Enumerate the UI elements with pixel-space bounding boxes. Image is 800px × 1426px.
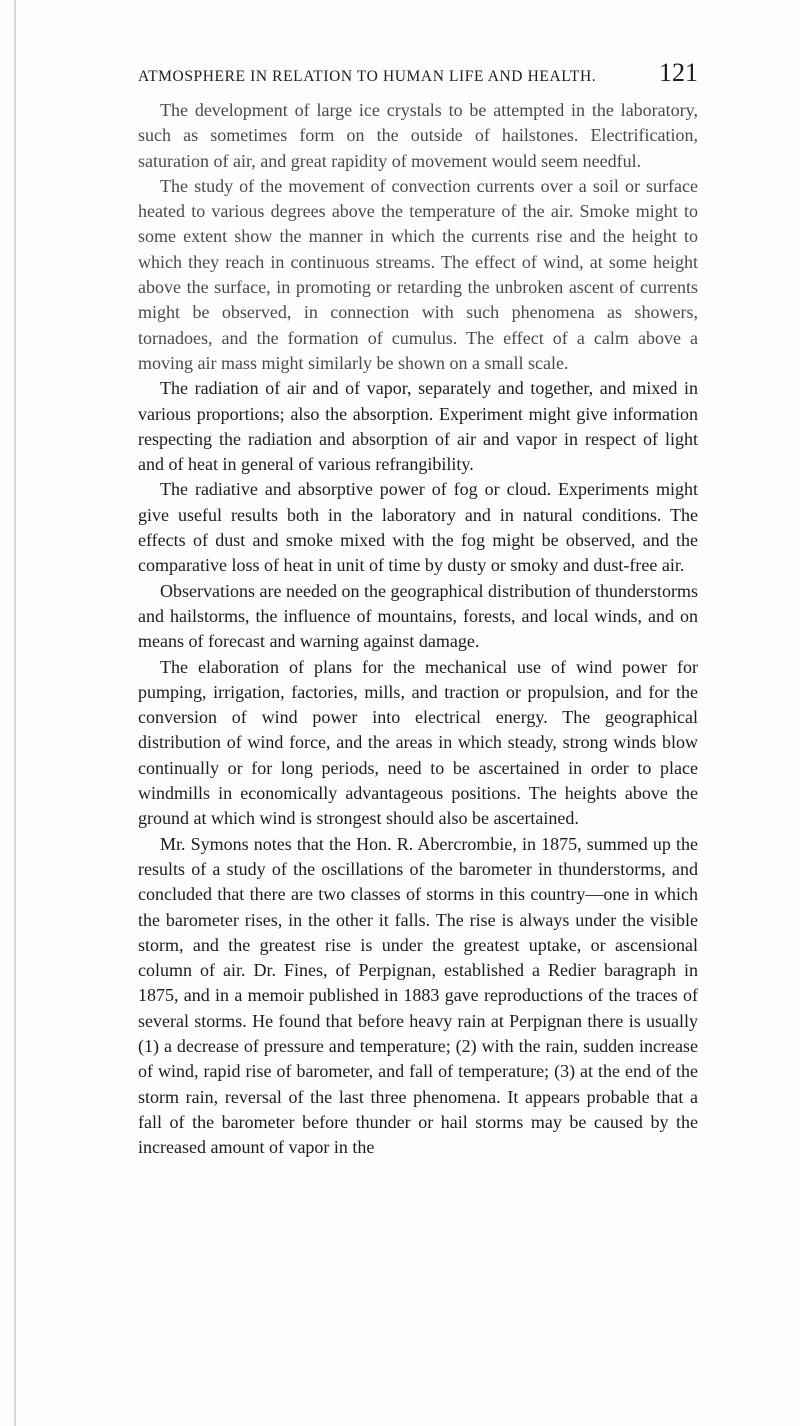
paragraph-radiation-air-vapor: The radiation of air and of vapor, separately and together, and mixed in various proportions; also the absorption. Experiment might give information respecting the radiation and absorption of air and vapor in respect of light and of heat in general of various refrangibility. <box>138 378 698 475</box>
paragraph-wind-power: The elaboration of plans for the mechanical use of wind power for pumping, irrigation, factories, mills, and traction or propulsion, and for the conversion of wind power into electrical energy. The geographical distribution of wind force, and the areas in which steady, strong winds blow continually or for long periods, need to be ascertained in order to place windmills in economically advantageous positions. The heights above the ground at which wind is strongest should also be ascertained. <box>138 656 698 829</box>
page-number: 121 <box>659 58 698 87</box>
page-body <box>138 98 698 1160</box>
paragraph-ice-crystals: The development of large ice crystals to be attempted in the laboratory, such as sometimes form on the outside of hailstones. Electrification, saturation of air, and great rapidity of movement would seem needful. <box>138 100 698 171</box>
running-title: ATMOSPHERE IN RELATION TO HUMAN LIFE AND HEALTH. <box>138 68 597 85</box>
binding-gutter <box>14 0 16 1426</box>
paragraph-thunderstorms: Observations are needed on the geographical distribution of thunderstorms and hailstorms, the influence of mountains, forests, and local winds, and on means of forecast and warning against damage. <box>138 580 698 652</box>
running-head <box>138 60 698 88</box>
paragraph-convection-currents: The study of the movement of convection currents over a soil or surface heated to various degrees above the temperature of the air. Smoke might to some extent show the manner in which the currents rise and the height to which they reach in continuous streams. The effect of wind, at some height above the surface, in promoting or retarding the unbroken ascent of currents might be observed, in connection with such phenomena as showers, tornadoes, and the formation of cumulus. The effect of a calm above a moving air mass might similarly be shown on a small scale. <box>138 175 698 373</box>
paragraph-fog-cloud: The radiative and absorptive power of fog or cloud. Experiments might give useful results both in the laboratory and in natural conditions. The effects of dust and smoke mixed with the fog might be observed, and the comparative loss of heat in unit of time by dusty or smoky and dust-free air. <box>138 479 698 576</box>
paragraph-symons-barometer: Mr. Symons notes that the Hon. R. Abercrombie, in 1875, summed up the results of a study of the oscillations of the barometer in thunderstorms, and concluded that there are two classes of storms in this country—one in which the barometer rises, in the other it falls. The rise is always under the visible storm, and the greatest rise is under the greatest uptake, or ascensional column of air. Dr. Fines, of Perpignan, established a Redier baragraph in 1875, and in a memoir published in 1883 gave reproductions of the traces of several storms. He found that before heavy rain at Perpignan there is usually (1) a decrease of pressure and temperature; (2) with the rain, sudden increase of wind, rapid rise of barometer, and fall of temperature; (3) at the end of the storm rain, reversal of the last three phenomena. It appears probable that a fall of the barometer before thunder or hail storms may be caused by the increased amount of vapor in the <box>138 833 698 1158</box>
